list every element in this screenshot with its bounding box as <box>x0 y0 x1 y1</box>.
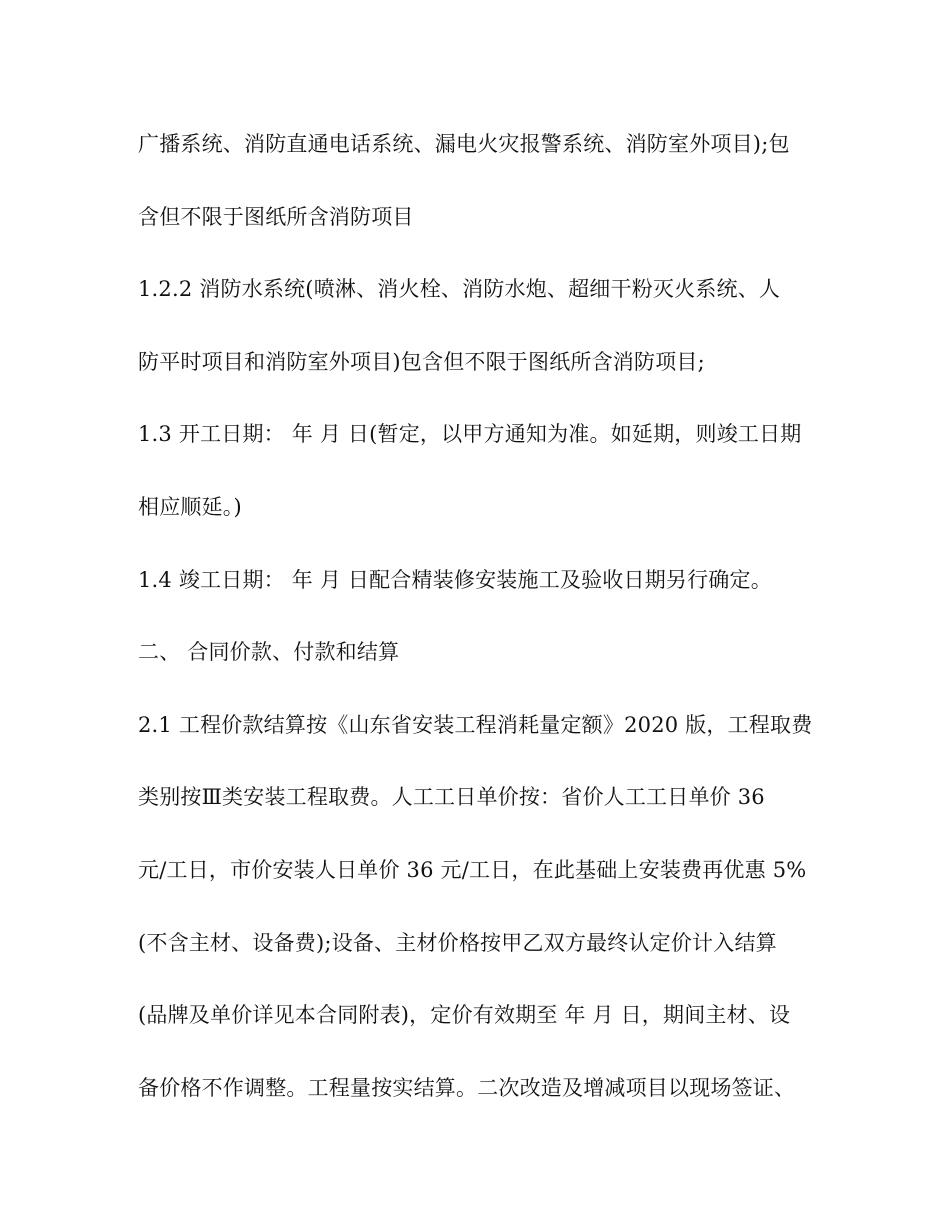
body-line-13: (品牌及单价详见本合同附表)，定价有效期至 年 月 日，期间主材、设 <box>138 1003 791 1028</box>
body-line-7: 1.4 竣工日期： 年 月 日配合精装修安装施工及验收日期另行确定。 <box>138 567 772 592</box>
body-line-3: 1.2.2 消防水系统(喷淋、消火栓、消防水炮、超细干粉灭火系统、人 <box>138 277 781 302</box>
body-line-4: 防平时项目和消防室外项目)包含但不限于图纸所含消防项目; <box>138 349 705 374</box>
body-line-10: 类别按Ⅲ类安装工程取费。人工工日单价按：省价人工工日单价 36 <box>138 785 765 810</box>
body-line-1: 广播系统、消防直通电话系统、漏电火灾报警系统、消防室外项目);包 <box>138 132 790 156</box>
body-line-6: 相应顺延。) <box>138 494 242 519</box>
body-line-14: 备价格不作调整。工程量按实结算。二次改造及增减项目以现场签证、 <box>138 1075 796 1100</box>
body-line-12: (不含主材、设备费);设备、主材价格按甲乙双方最终认定价计入结算 <box>138 930 777 955</box>
body-line-9: 2.1 工程价款结算按《山东省安装工程消耗量定额》2020 版，工程取费 <box>138 712 813 737</box>
body-line-2: 含但不限于图纸所含消防项目 <box>138 204 414 229</box>
section-heading: 二、 合同价款、付款和结算 <box>138 640 400 665</box>
body-line-5: 1.3 开工日期： 年 月 日(暂定，以甲方通知为准。如延期，则竣工日期 <box>138 422 802 447</box>
body-line-11: 元/工日，市价安装人日单价 36 元/工日，在此基础上安装费再优惠 5% <box>138 857 807 882</box>
document-body <box>138 124 838 1140</box>
